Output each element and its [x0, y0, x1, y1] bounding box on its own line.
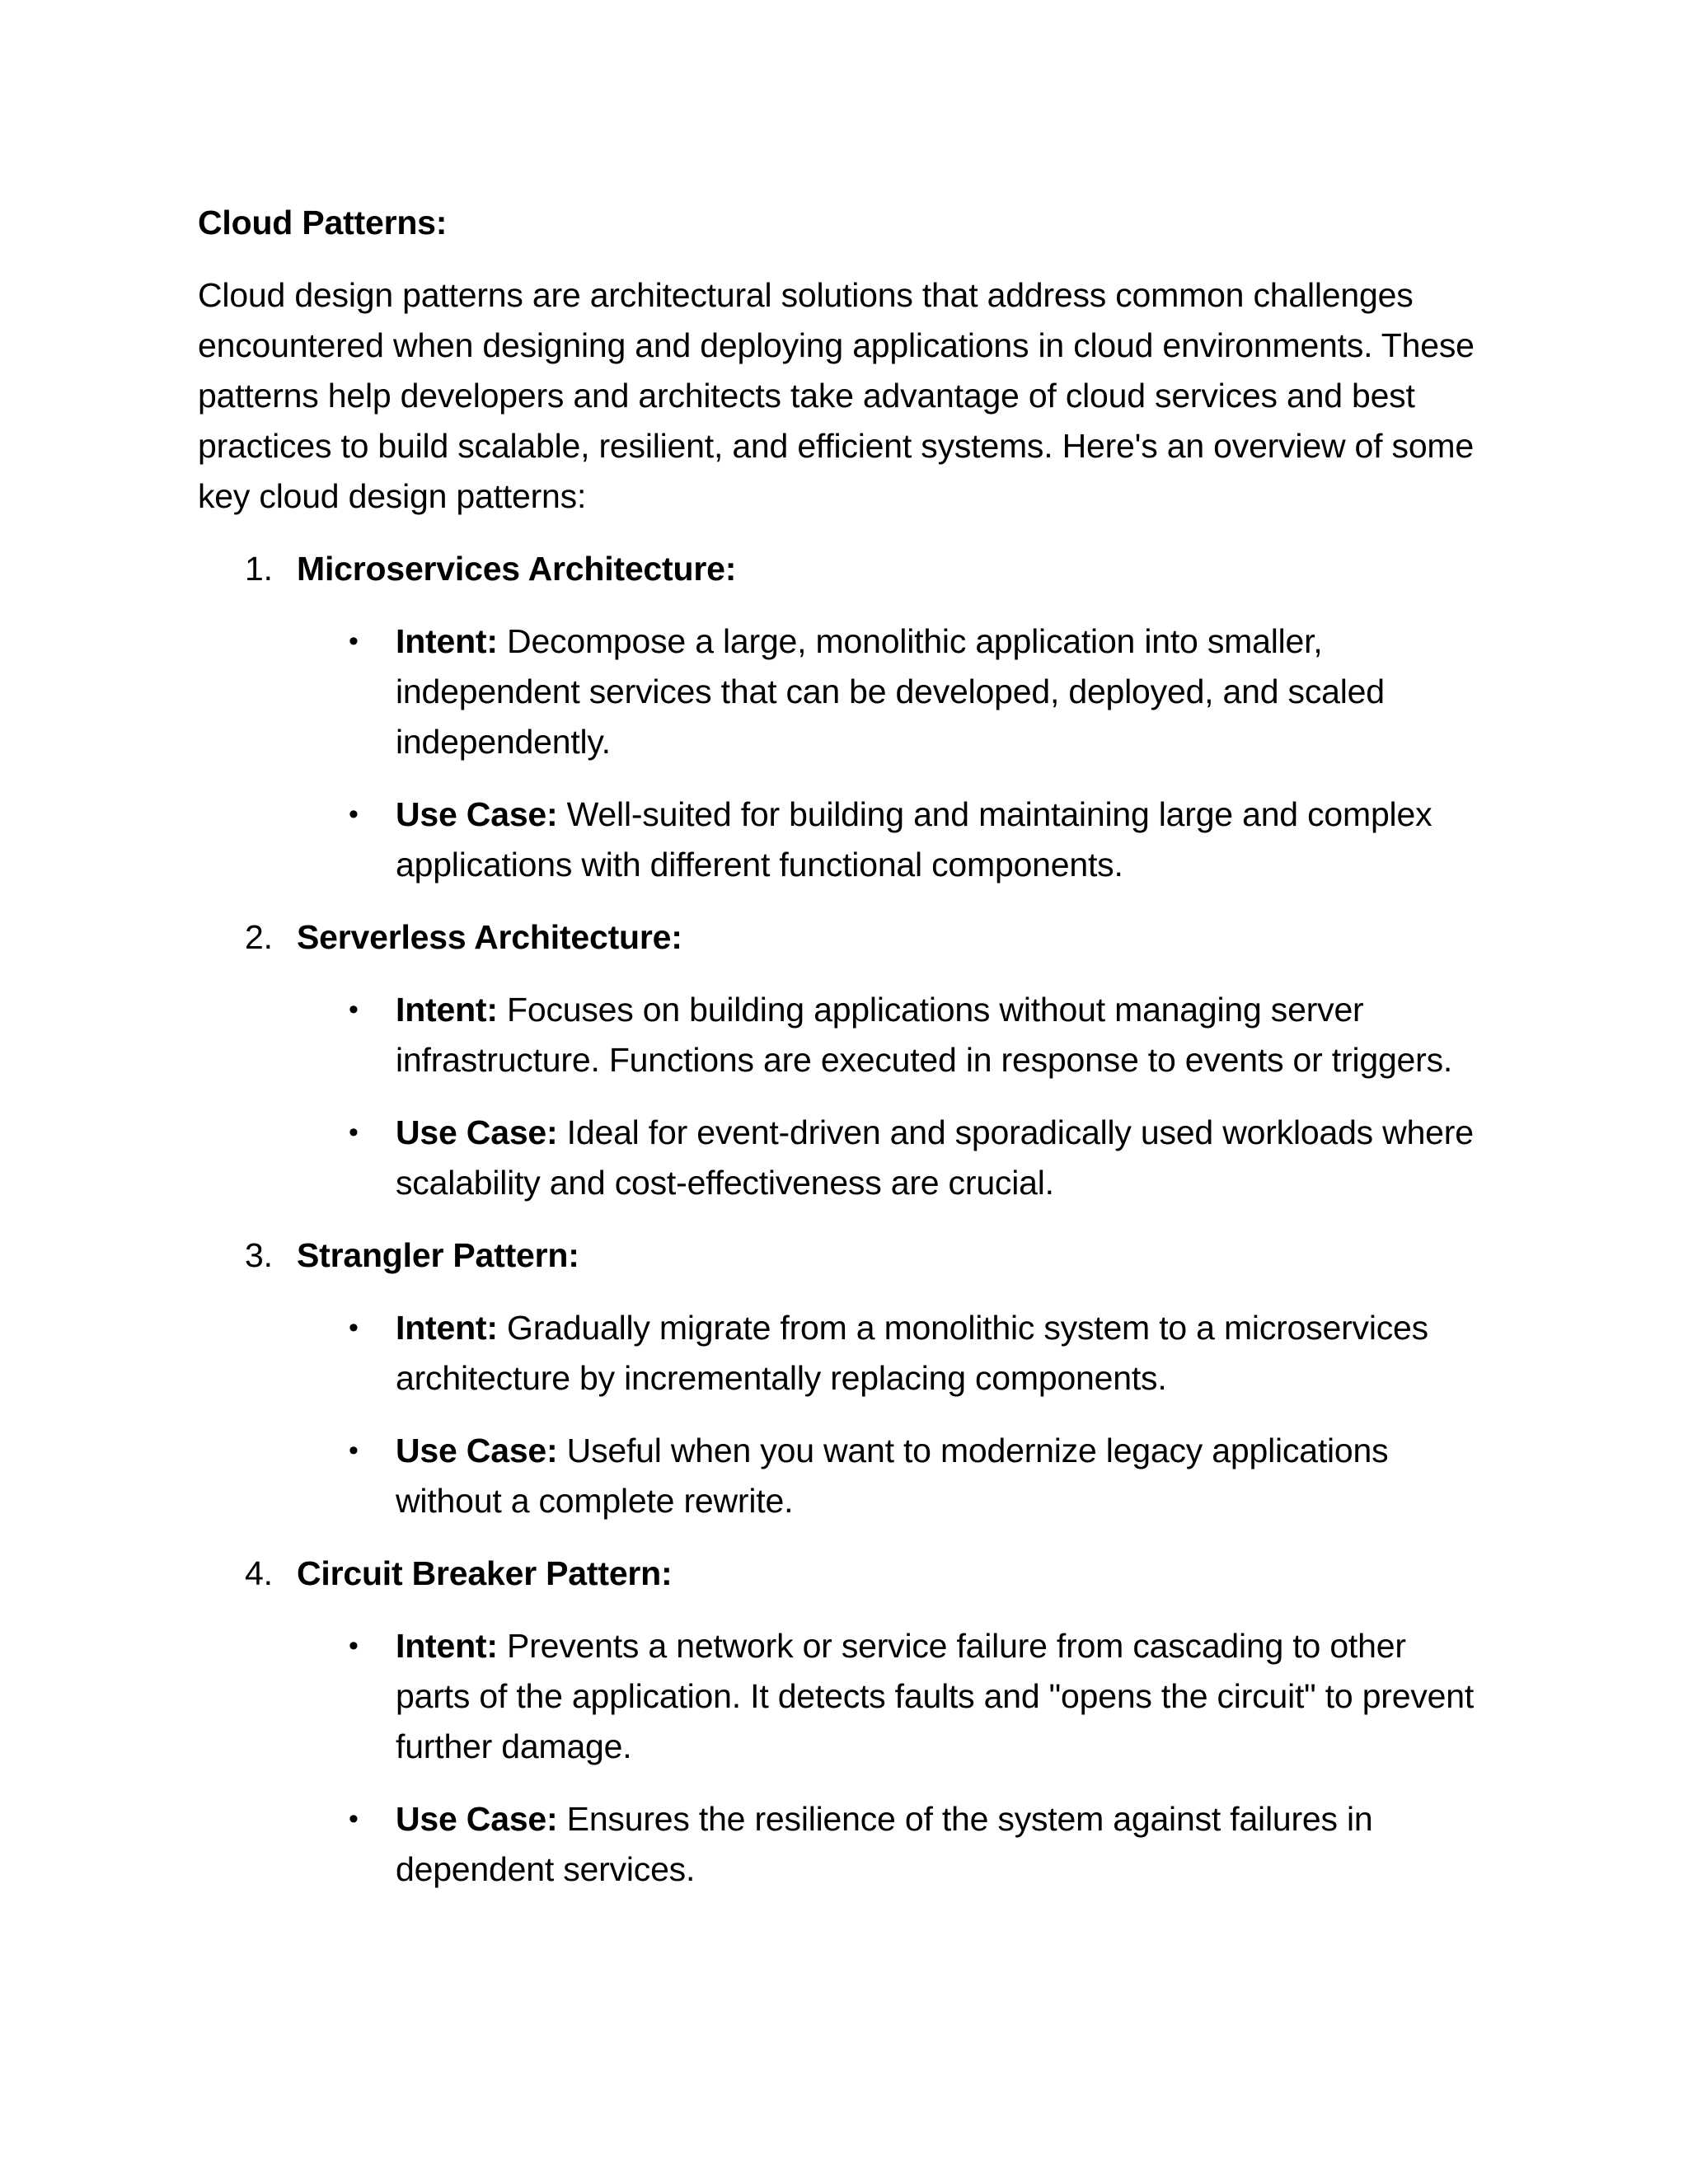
use-case-text: Ensures the resilience of the system against failures in dependent services.: [396, 1800, 1373, 1888]
use-case-text: Useful when you want to modernize legacy applications without a complete rewrite.: [396, 1432, 1389, 1520]
use-case-item: [198, 1426, 1484, 1526]
use-case-text: Ideal for event-driven and sporadically used workloads where scalability and cost-effectiveness are crucial.: [396, 1113, 1474, 1202]
pattern-heading: [198, 1230, 1484, 1281]
use-case-item: [198, 1108, 1484, 1208]
pattern-title: Serverless Architecture:: [297, 918, 682, 956]
pattern-item-serverless: [198, 912, 1484, 1208]
intent-text: Gradually migrate from a monolithic system to a microservices architecture by incrementally replacing components.: [396, 1309, 1428, 1397]
intent-label: Intent:: [396, 1627, 498, 1665]
pattern-details: [198, 616, 1484, 890]
pattern-number: 4.: [245, 1554, 273, 1592]
pattern-item-circuit-breaker: [198, 1549, 1484, 1895]
bullet-icon: •: [349, 626, 359, 657]
intent-label: Intent:: [396, 622, 498, 660]
pattern-number: 3.: [245, 1236, 273, 1274]
pattern-details: [198, 1621, 1484, 1895]
intro-paragraph: Cloud design patterns are architectural solutions that address common challenges encountered when designing and deploying applications in cloud environments. These patterns help developers and architects take advantage of cloud services and best practices to build scalable, resilient, and efficient systems. Here's an overview of some key cloud design patterns:: [198, 276, 1475, 515]
pattern-heading: [198, 912, 1484, 963]
bullet-icon: •: [349, 1630, 359, 1661]
page-title: Cloud Patterns:: [198, 204, 448, 241]
intent-item: [198, 616, 1484, 767]
intent-label: Intent:: [396, 1309, 498, 1347]
bullet-icon: •: [349, 799, 359, 830]
pattern-title: Microservices Architecture:: [297, 550, 737, 588]
pattern-list: [198, 544, 1484, 1895]
pattern-item-microservices: [198, 544, 1484, 890]
intent-text: Focuses on building applications without managing server infrastructure. Functions are executed in response to events or triggers.: [396, 991, 1453, 1079]
pattern-number: 2.: [245, 918, 273, 956]
document-page: [198, 198, 1484, 1917]
use-case-label: Use Case:: [396, 1432, 558, 1469]
pattern-title: Circuit Breaker Pattern:: [297, 1554, 673, 1592]
intent-item: [198, 985, 1484, 1085]
intent-text: Decompose a large, monolithic application into smaller, independent services that can be developed, deployed, and scaled independently.: [396, 622, 1385, 761]
pattern-title: Strangler Pattern:: [297, 1236, 579, 1274]
pattern-item-strangler: [198, 1230, 1484, 1526]
bullet-icon: •: [349, 1435, 359, 1466]
use-case-item: [198, 1794, 1484, 1895]
intent-item: [198, 1621, 1484, 1772]
pattern-heading: [198, 544, 1484, 594]
intent-item: [198, 1303, 1484, 1404]
pattern-number: 1.: [245, 550, 273, 588]
use-case-label: Use Case:: [396, 1113, 558, 1151]
pattern-details: [198, 1303, 1484, 1526]
use-case-label: Use Case:: [396, 795, 558, 833]
bullet-icon: •: [349, 1117, 359, 1148]
pattern-details: [198, 985, 1484, 1208]
intent-label: Intent:: [396, 991, 498, 1029]
intent-text: Prevents a network or service failure from cascading to other parts of the application. It detects faults and "opens the circuit" to prevent further damage.: [396, 1627, 1475, 1765]
use-case-label: Use Case:: [396, 1800, 558, 1838]
bullet-icon: •: [349, 1803, 359, 1835]
use-case-text: Well-suited for building and maintaining large and complex applications with different functional components.: [396, 795, 1432, 883]
pattern-heading: [198, 1549, 1484, 1599]
use-case-item: [198, 790, 1484, 890]
bullet-icon: •: [349, 994, 359, 1025]
bullet-icon: •: [349, 1312, 359, 1343]
